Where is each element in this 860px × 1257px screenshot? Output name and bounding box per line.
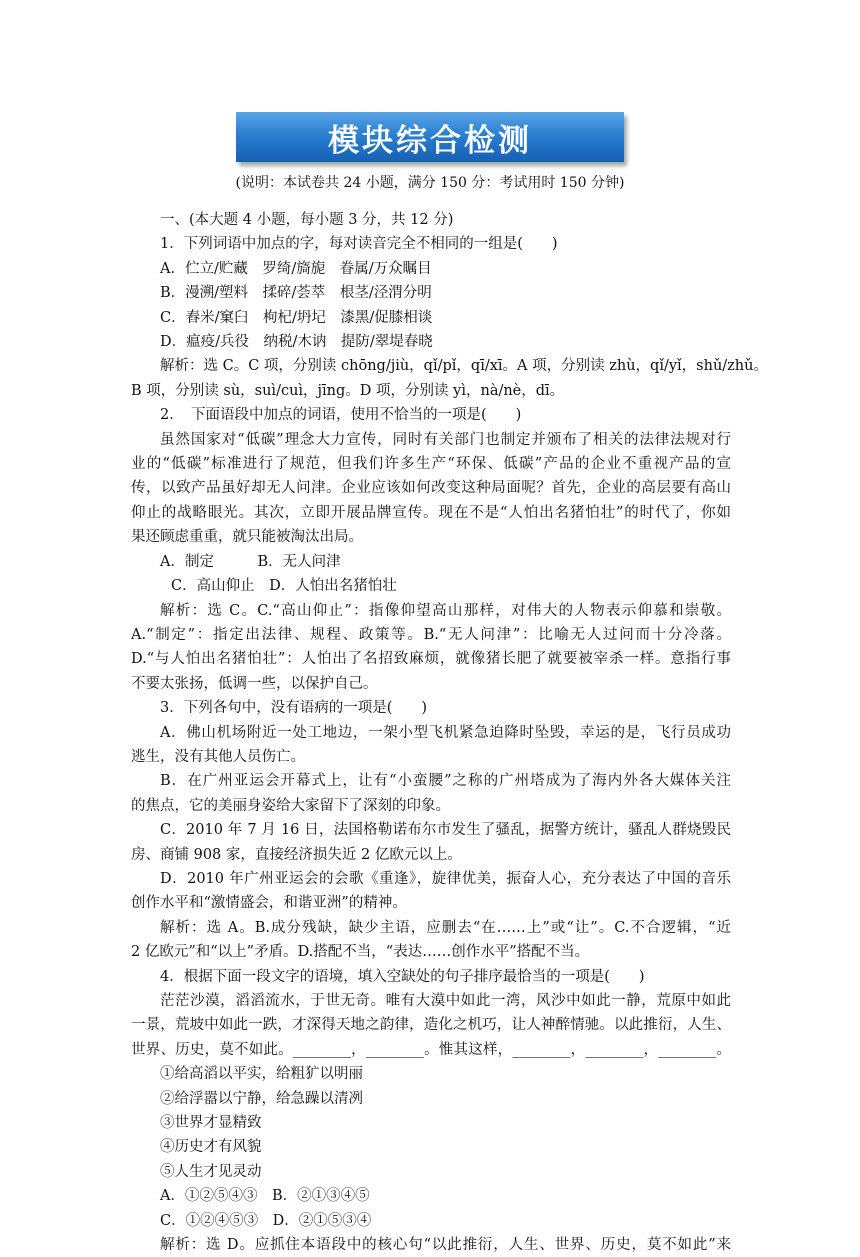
question-1: 1．下列词语中加点的字，每对读音完全不相同的一组是( ) [160, 236, 558, 253]
option-line: D．2010 年广州亚运会的会歌《重逢》，旋律优美，振奋人心，充分表达了中国的音乐 [160, 870, 731, 887]
option-line: 逃生，没有其他人员伤亡。 [131, 748, 305, 765]
option-line: 房、商铺 908 家，直接经济损失近 2 亿欧元以上。 [131, 846, 462, 863]
option-line: A．伫立/贮藏 罗绮/旖旎 眷属/万众瞩目 [160, 260, 432, 277]
passage-line: 传，以致产品虽好却无人问津。企业应该如何改变这种局面呢？首先，企业的高层要有高山 [131, 480, 731, 497]
question-4: 4．根据下面一段文字的语境，填入空缺处的句子排序最恰当的一项是( ) [160, 968, 645, 985]
page-title: 模块综合检测 [328, 122, 532, 159]
analysis-line: 解析：选 A。B.成分残缺，缺少主语，应删去“在……上”或“让”。C.不合逻辑，“近 [160, 919, 731, 936]
option-line: D．瘟疫/兵役 纳税/木讷 提防/翠堤春晓 [160, 334, 433, 351]
analysis-line: B 项，分别读 sù，suì/cuì，jīng。D 项，分别读 yì，nà/nè，dī。 [131, 382, 565, 399]
choice-item: ⑤人生才见灵动 [160, 1163, 262, 1180]
analysis-line: 2 亿欧元”和“以上”矛盾。D.搭配不当，“表达……创作水平”搭配不当。 [131, 944, 590, 961]
question-3: 3．下列各句中，没有语病的一项是( ) [160, 700, 428, 717]
choice-item: ①给高滔以平实，给粗犷以明丽 [160, 1066, 363, 1083]
analysis-line: A.“制定”：指定出法律、规程、政策等。B.“无人问津”：比喻无人过问而十分冷落。 [131, 626, 731, 643]
option-line: 的焦点，它的美丽身姿给大家留下了深刻的印象。 [131, 797, 450, 814]
section-heading: 一、(本大题 4 小题，每小题 3 分，共 12 分) [160, 212, 454, 228]
passage-line: 世界、历史，莫不如此。________，________。惟其这样，________，________，________。 [131, 1041, 731, 1058]
option-line: C．2010 年 7 月 16 日，法国格勒诺布尔市发生了骚乱，据警方统计，骚乱人群烧毁民 [160, 822, 731, 839]
passage-line: 虽然国家对“低碳”理念大力宣传，同时有关部门也制定并颁布了相关的法律法规对行 [160, 431, 731, 448]
question-2: 2． 下面语段中加点的词语，使用不恰当的一项是( ) [160, 407, 522, 424]
choice-item: ②给浮嚣以宁静，给急躁以清冽 [160, 1090, 363, 1107]
option-line: A．佛山机场附近一处工地边，一架小型飞机紧急迫降时坠毁，幸运的是，飞行员成功 [160, 724, 731, 741]
analysis-line: D.“与人怕出名猪怕壮”：人怕出了名招致麻烦，就像猪长肥了就要被宰杀一样。意指行事 [131, 651, 731, 668]
passage-line: 仰止的战略眼光。其次，立即开展品牌宣传。现在不是“人怕出名猪怕壮”的时代了，你如 [131, 504, 731, 521]
option-line: 创作水平和“激情盛会，和谐亚洲”的精神。 [131, 895, 407, 912]
passage-line: 业的“低碳”标准进行了规范，但我们许多生产“环保、低碳”产品的企业不重视产品的宣 [131, 456, 731, 473]
analysis-line: 解析：选 C。C.“高山仰止”：指像仰望高山那样，对伟大的人物表示仰慕和崇敬。 [160, 602, 731, 619]
analysis-line: 解析：选 C。C 项，分别读 chōng/jiù，qǐ/pǐ，qī/xī。A 项，分别读 zhù，qǐ/yǐ，shǔ/zhǔ。 [160, 358, 768, 375]
option-line: C．高山仰止 D．人怕出名猪怕壮 [171, 578, 397, 595]
option-line: B．在广州亚运会开幕式上，让有“小蛮腰”之称的广州塔成为了海内外各大媒体关注 [160, 773, 731, 790]
option-line: C．①②④⑤③ D．②①⑤③④ [160, 1212, 372, 1229]
title-banner [236, 112, 624, 162]
passage-line: 茫茫沙漠，滔滔流水，于世无奇。唯有大漠中如此一湾，风沙中如此一静，荒原中如此 [160, 993, 731, 1009]
exam-note: (说明：本试卷共 24 小题，满分 150 分：考试用时 150 分钟) [235, 175, 625, 191]
analysis-line: 解析：选 D。应抓住本语段中的核心句“以此推衍，人生、世界、历史，莫不如此”来 [160, 1237, 731, 1254]
passage-line: 果还顾虑重重，就只能被淘汰出局。 [131, 529, 363, 546]
option-line: A．①②⑤④③ B．②①③④⑤ [160, 1188, 370, 1205]
analysis-line: 不要太张扬，低调一些，以保护自己。 [131, 675, 378, 692]
option-line: B．漫溯/塑料 揉碎/荟萃 根茎/泾渭分明 [160, 285, 432, 302]
passage-line: 一景，荒坡中如此一跌，才深得天地之韵律，造化之机巧，让人神醉情驰。以此推衍，人生、 [131, 1017, 731, 1034]
choice-item: ④历史才有风貌 [160, 1139, 262, 1156]
option-line: C．舂米/窠臼 枸杞/坍圮 漆黑/促膝相谈 [160, 309, 433, 326]
choice-item: ③世界才显精致 [160, 1115, 262, 1132]
option-line: A．制定 B．无人问津 [160, 553, 341, 570]
document-body [131, 208, 768, 1257]
